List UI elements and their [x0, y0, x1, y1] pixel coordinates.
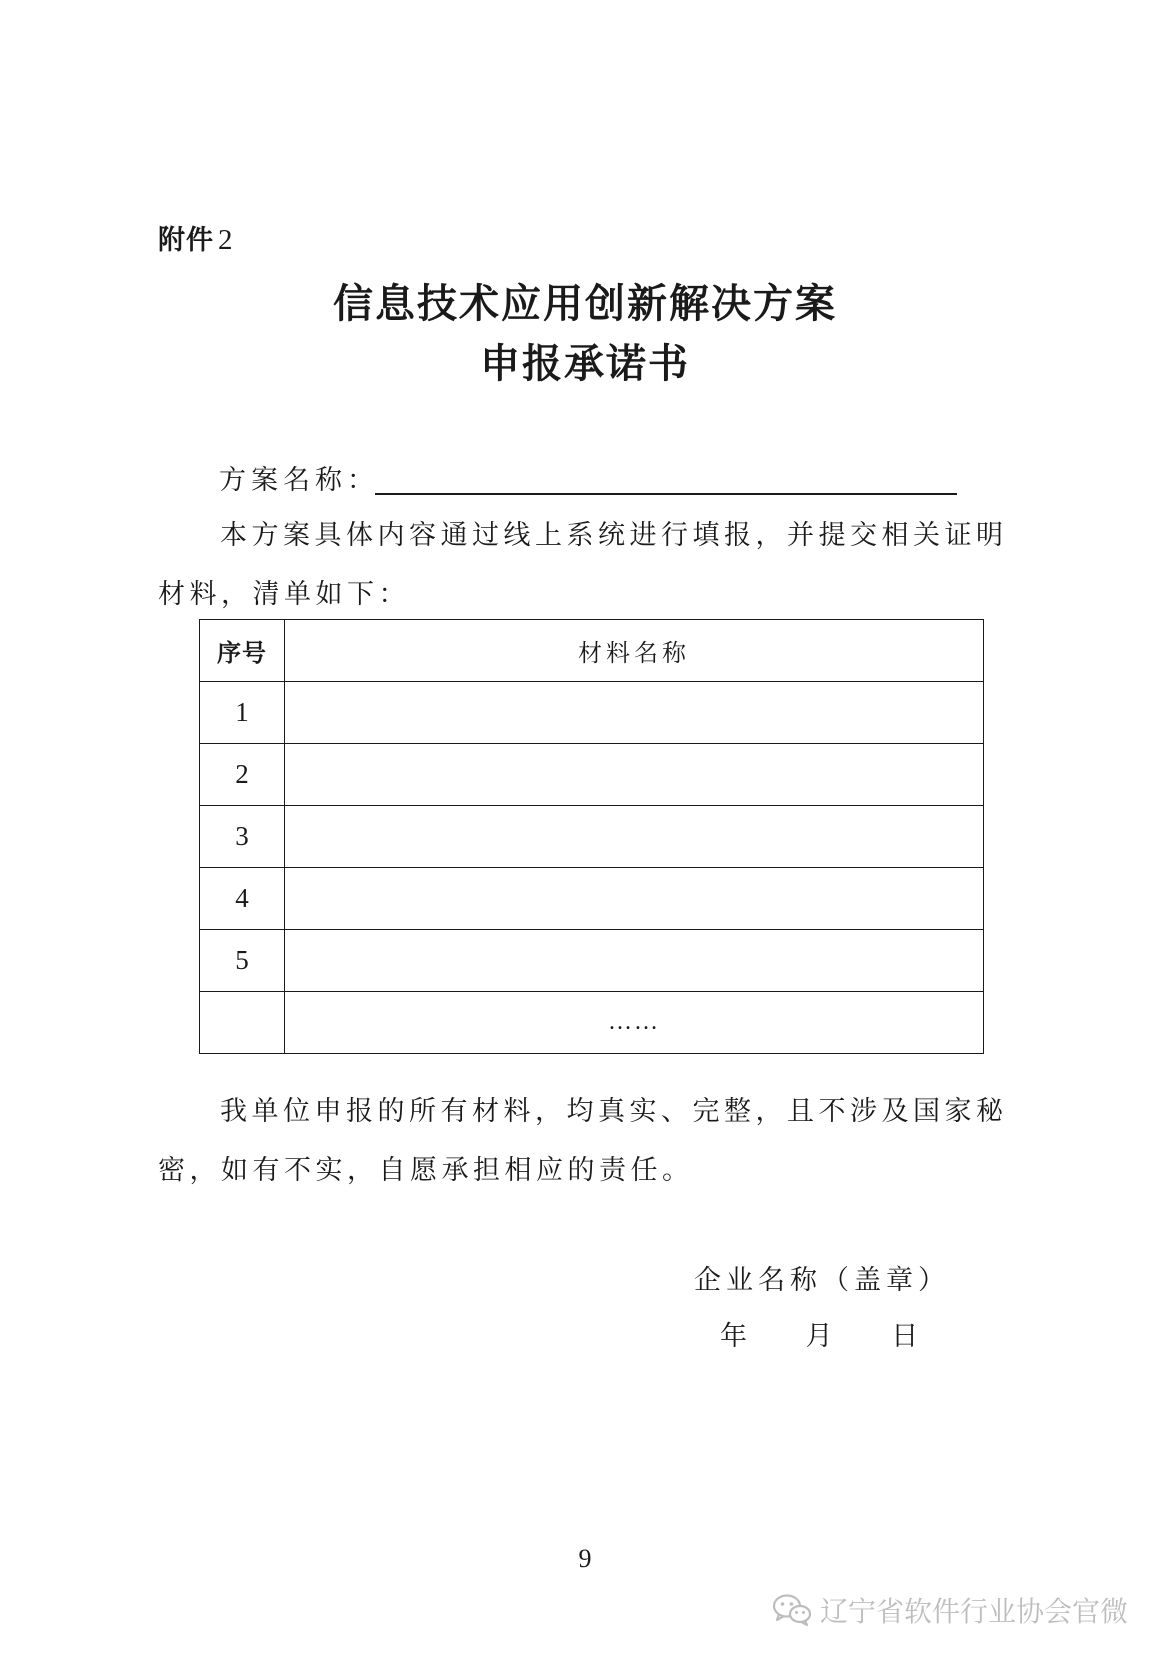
- table-row: [200, 930, 984, 992]
- row-material-name: [285, 806, 984, 868]
- date-month-label: 月: [805, 1321, 833, 1352]
- table-row: [200, 868, 984, 930]
- materials-table: [199, 619, 984, 1054]
- intro-paragraph: 本方案具体内容通过线上系统进行填报，并提交相关证明材料，清单如下：: [158, 520, 1008, 610]
- watermark: [772, 1590, 1128, 1630]
- table-row: [200, 806, 984, 868]
- table-header-row: [200, 620, 984, 682]
- attachment-number: 2: [218, 224, 234, 256]
- company-name-seal-label: 企业名称（盖章）: [694, 1265, 950, 1296]
- declaration-paragraph: 我单位申报的所有材料，均真实、完整，且不涉及国家秘密，如有不实，自愿承担相应的责任。: [158, 1096, 1008, 1186]
- header-material-name: 材料名称: [285, 620, 984, 682]
- row-material-name: [285, 930, 984, 992]
- date-year-label: 年: [720, 1321, 747, 1352]
- row-serial-number: 5: [200, 930, 285, 992]
- page-number: 9: [578, 1544, 592, 1573]
- table-row: [200, 682, 984, 744]
- document-title-line-2: 申报承诺书: [480, 341, 690, 387]
- signature-date: [720, 1314, 918, 1353]
- row-serial-number: [200, 992, 285, 1054]
- row-serial-number: 1: [200, 682, 285, 744]
- row-serial-number: 4: [200, 868, 285, 930]
- row-material-name: [285, 682, 984, 744]
- row-serial-number: 2: [200, 744, 285, 806]
- row-serial-number: 3: [200, 806, 285, 868]
- table-row: [200, 744, 984, 806]
- document-title-line-1: 信息技术应用创新解决方案: [333, 281, 837, 327]
- solution-name-label: 方案名称：: [219, 465, 379, 496]
- wechat-icon: [772, 1593, 812, 1627]
- table-row: [200, 992, 984, 1054]
- row-material-name: [285, 744, 984, 806]
- row-material-name: [285, 868, 984, 930]
- solution-name-blank-line: [375, 493, 957, 495]
- attachment-label: [158, 218, 234, 257]
- header-serial-number: 序号: [200, 620, 285, 682]
- attachment-label-text: 附件: [158, 225, 214, 256]
- watermark-text: 辽宁省软件行业协会官微: [820, 1595, 1129, 1628]
- date-day-label: 日: [891, 1321, 919, 1352]
- solution-name-field: [219, 458, 379, 498]
- row-material-name-ellipsis: ……: [285, 992, 984, 1054]
